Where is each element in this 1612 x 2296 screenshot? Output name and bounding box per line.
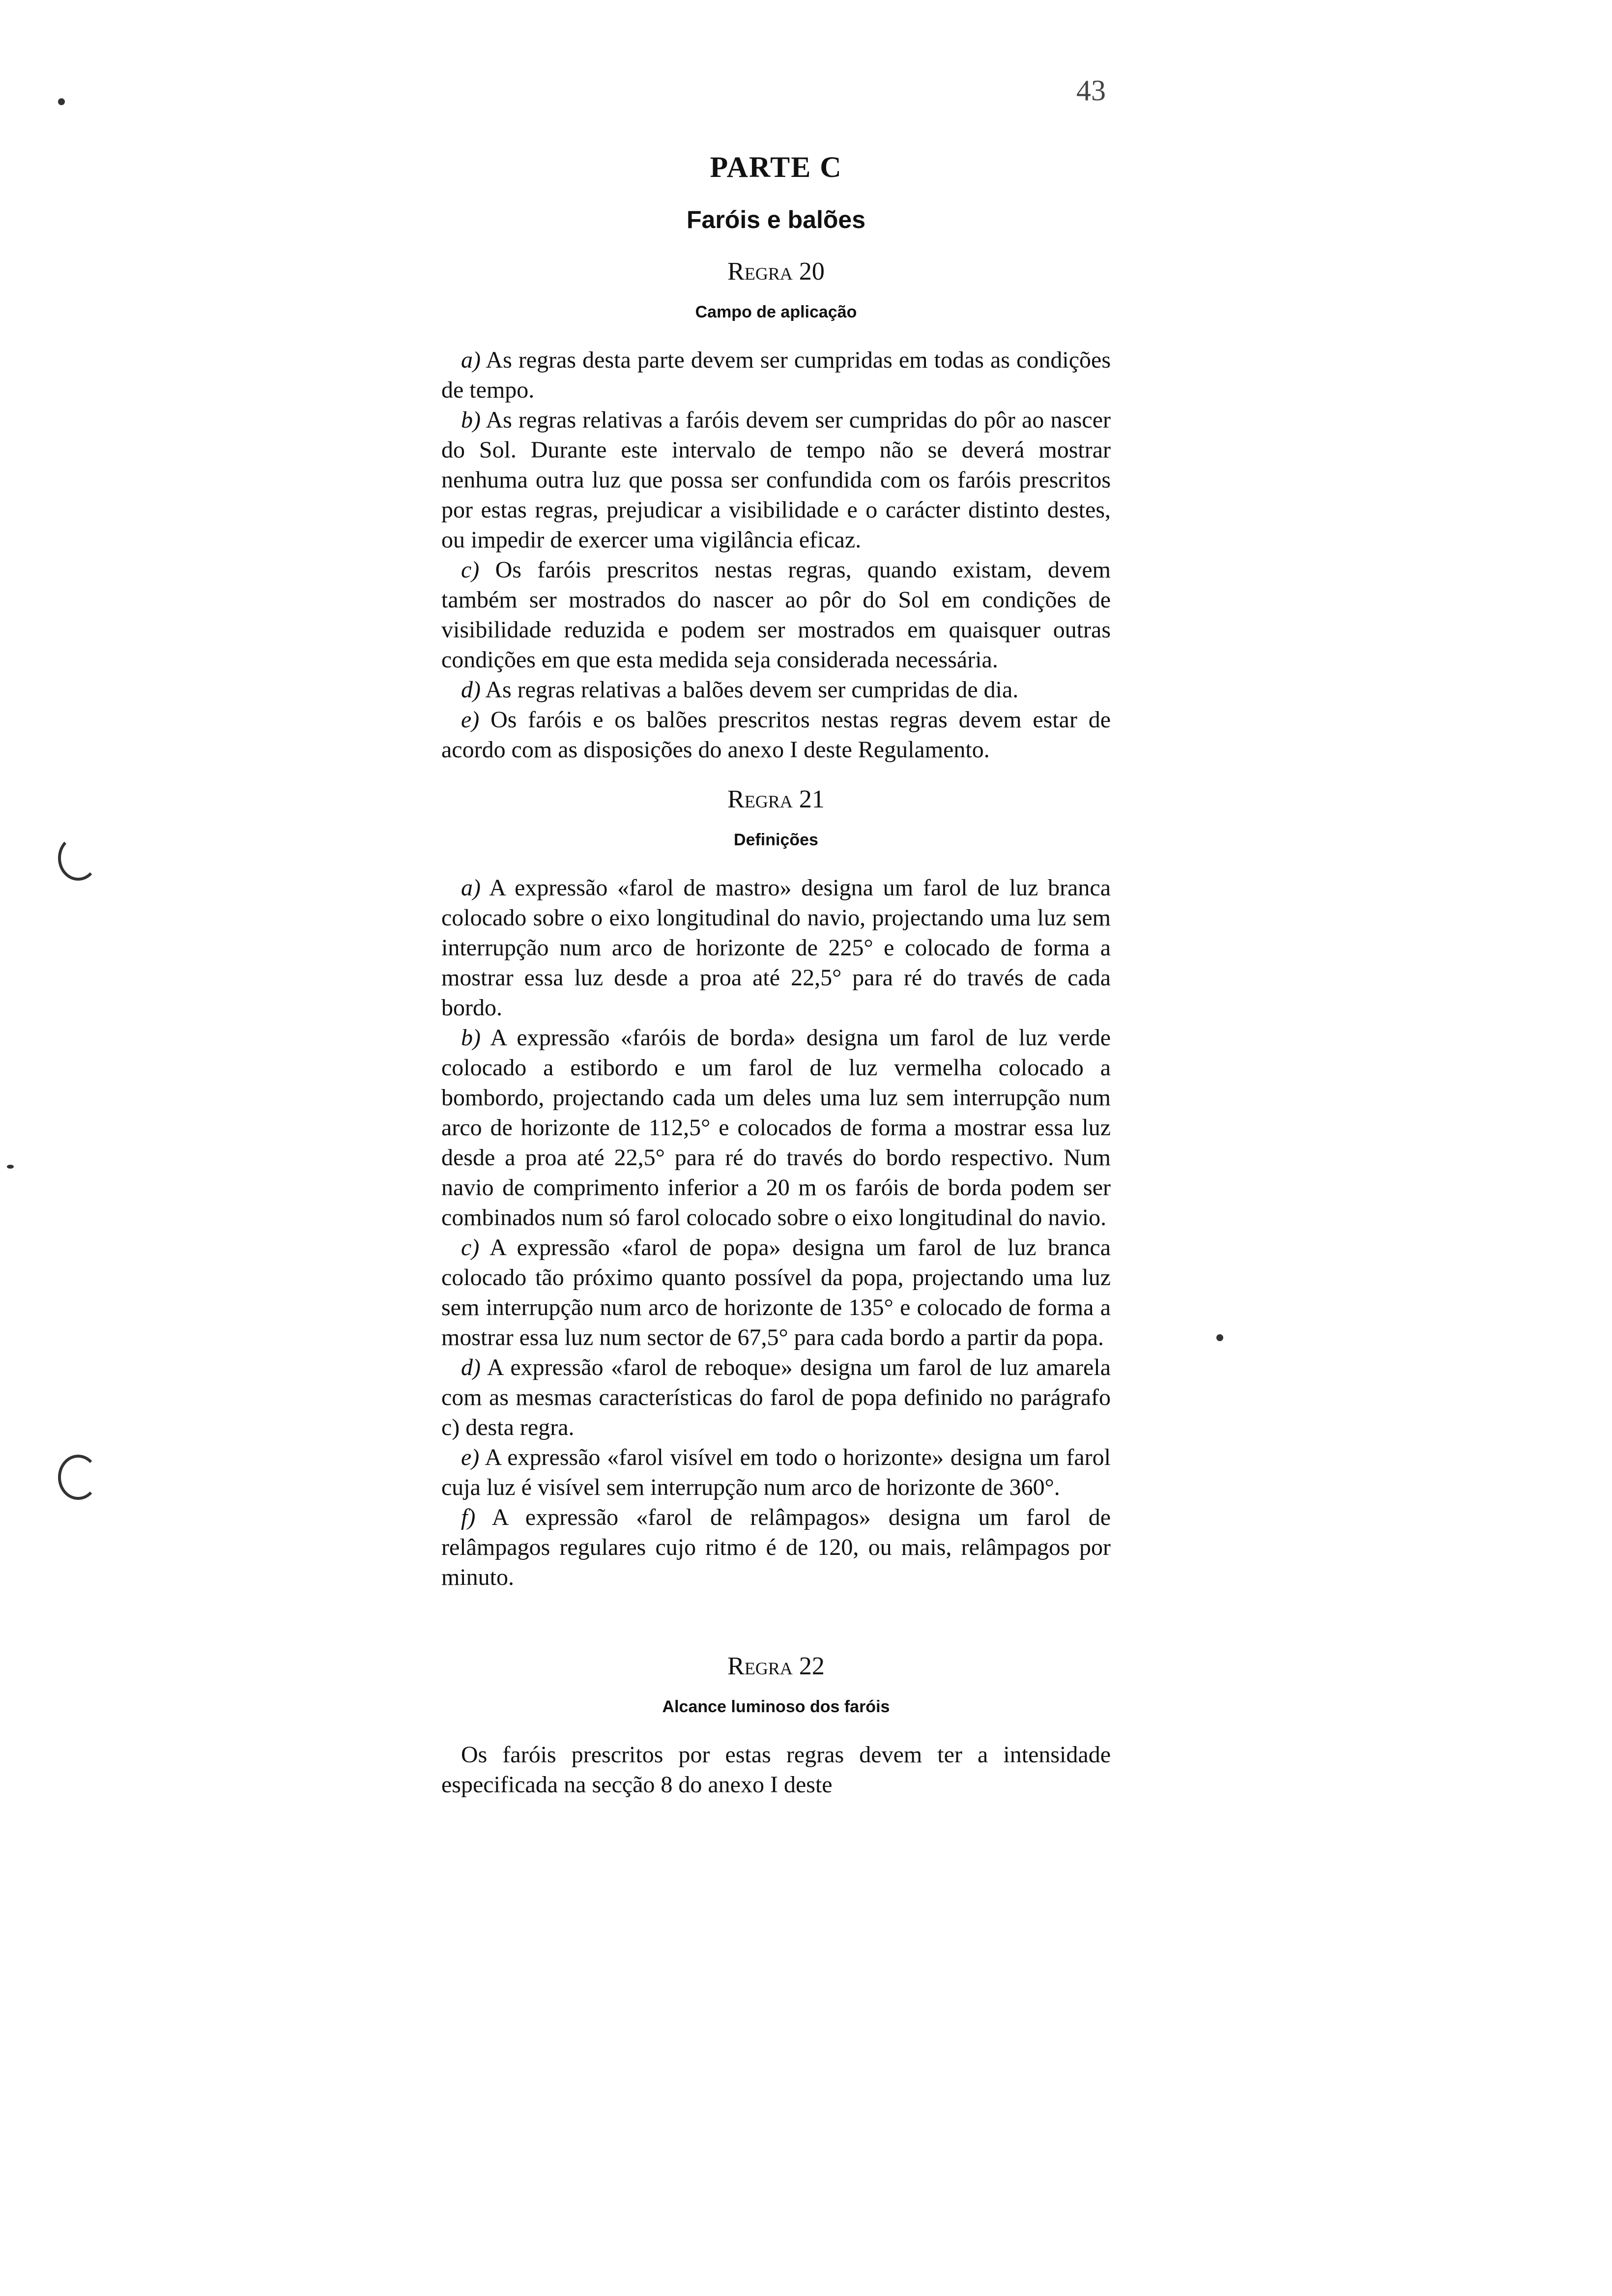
paragraph-label: d): [461, 677, 481, 703]
paragraph-text: A expressão «faróis de borda» designa um farol de luz verde colocado a estibordo e um farol de luz vermelha colocado a bombordo, projectando cada um deles uma luz sem interrupção num arco de horizonte de 112,5° e colocados de forma a mostrar essa luz desde a proa até 22,5° para ré do través do bordo respectivo. Num navio de comprimento inferior a 20 m os faróis de borda podem ser combinados num só farol colocado sobre o eixo longitudinal do navio.: [441, 1025, 1111, 1231]
punch-hole-mark: [58, 835, 98, 881]
rule-heading: Regra 21: [727, 785, 825, 813]
speck: [7, 1165, 14, 1169]
paragraph: [441, 1502, 1111, 1592]
paragraph-label: d): [461, 1354, 481, 1380]
paragraph-text: As regras relativas a balões devem ser cumpridas de dia.: [485, 677, 1019, 703]
paragraph-text: Os faróis prescritos por estas regras devem ter a intensidade especificada na secção 8 do anexo I deste: [441, 1742, 1111, 1798]
paragraph: [441, 345, 1111, 405]
rule-block: [441, 255, 1111, 765]
paragraph: [441, 1352, 1111, 1442]
paragraph-label: a): [461, 875, 481, 901]
paragraph: [441, 1442, 1111, 1502]
rule-block: [441, 1649, 1111, 1800]
paragraph: [441, 1740, 1111, 1800]
paragraph-text: A expressão «farol de popa» designa um farol de luz branca colocado tão próximo quanto possível da popa, projectando uma luz sem interrupção num arco de horizonte de 135° e colocado de forma a mostrar essa luz num sector de 67,5° para cada bordo a partir da popa.: [441, 1234, 1111, 1350]
paragraph-label: b): [461, 1025, 481, 1051]
rule-heading: Regra 20: [727, 258, 825, 286]
paragraph-label: e): [461, 707, 480, 733]
main-column: [441, 147, 1111, 1800]
paragraph-text: Os faróis prescritos nestas regras, quando existam, devem também ser mostrados do nascer ao pôr do Sol em condições de visibilidade reduzida e podem ser mostrados em quaisquer outras condições em que esta medida seja considerada necessária.: [441, 557, 1111, 673]
rule-subheading: Campo de aplicação: [695, 303, 857, 321]
paragraph: [441, 675, 1111, 705]
rule-heading: Regra 22: [727, 1652, 825, 1680]
paragraph-text: A expressão «farol de mastro» designa um farol de luz branca colocado sobre o eixo longitudinal do navio, projectando uma luz sem interrupção num arco de horizonte de 225° e colocado de forma a mostrar essa luz desde a proa até 22,5° para ré do través de cada bordo.: [441, 875, 1111, 1021]
rule-block: [441, 782, 1111, 1592]
speck: [1216, 1334, 1223, 1341]
paragraph-label: f): [461, 1504, 476, 1530]
rule-subheading: Definições: [734, 831, 818, 849]
punch-hole-mark: [58, 1455, 98, 1500]
paragraph: [441, 1023, 1111, 1233]
speck: [58, 98, 65, 105]
paragraph-label: e): [461, 1444, 480, 1470]
paragraph-label: a): [461, 347, 481, 373]
paragraph: [441, 555, 1111, 675]
rule-subheading: Alcance luminoso dos faróis: [662, 1697, 890, 1716]
paragraph-text: As regras relativas a faróis devem ser cumpridas do pôr ao nascer do Sol. Durante este intervalo de tempo não se deverá mostrar nenhuma outra luz que possa ser confundida com os faróis prescritos por estas regras, prejudicar a visibilidade e o carácter distinto destes, ou impedir de exercer uma vigilância eficaz.: [441, 407, 1111, 553]
paragraph: [441, 873, 1111, 1023]
paragraph-text: A expressão «farol visível em todo o horizonte» designa um farol cuja luz é visível sem interrupção num arco de horizonte de 360°.: [441, 1444, 1111, 1500]
paragraph-text: A expressão «farol de relâmpagos» designa um farol de relâmpagos regulares cujo ritmo é de 120, ou mais, relâmpagos por minuto.: [441, 1504, 1111, 1590]
paragraph-label: c): [461, 1234, 480, 1261]
section-title: Faróis e balões: [686, 206, 866, 233]
paragraph: [441, 705, 1111, 765]
paragraph-text: A expressão «farol de reboque» designa um farol de luz amarela com as mesmas características do farol de popa definido no parágrafo c) desta regra.: [441, 1354, 1111, 1440]
paragraph: [441, 405, 1111, 555]
paragraph-label: c): [461, 557, 480, 583]
paragraph-text: As regras desta parte devem ser cumpridas em todas as condições de tempo.: [441, 347, 1111, 403]
paragraph-label: b): [461, 407, 481, 433]
spacer: [441, 1592, 1111, 1632]
paragraph: [441, 1233, 1111, 1352]
page-number: 43: [1076, 74, 1106, 107]
part-title: PARTE C: [710, 151, 842, 183]
paragraph-text: Os faróis e os balões prescritos nestas regras devem estar de acordo com as disposições do anexo I deste Regulamento.: [441, 707, 1111, 763]
